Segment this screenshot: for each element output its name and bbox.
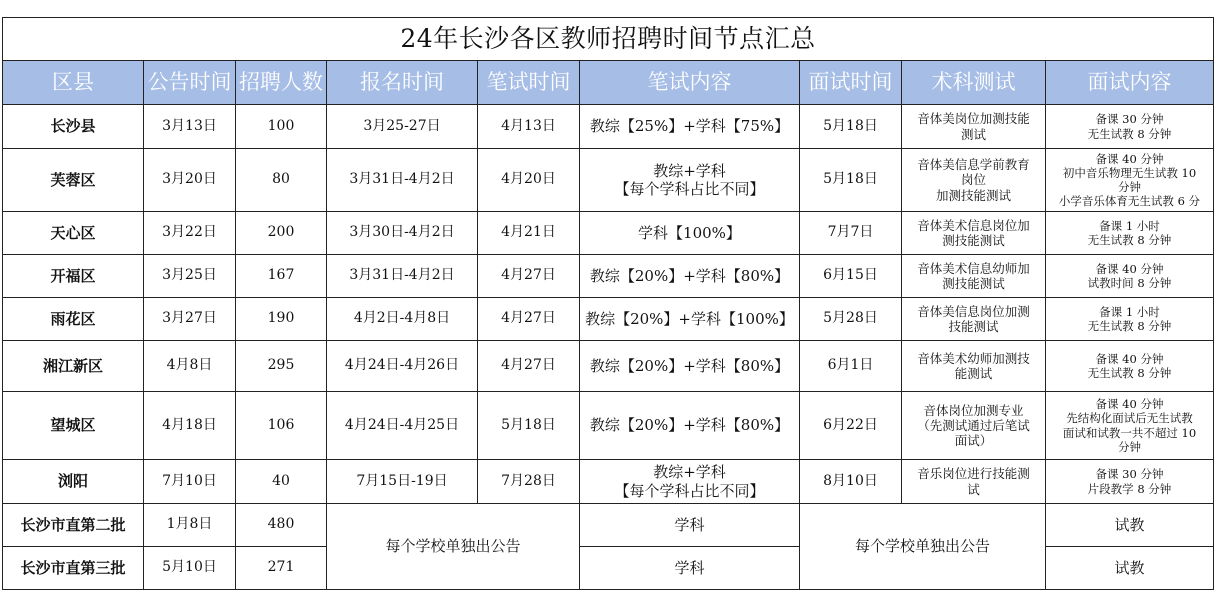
announce-cell: 3月25日 — [144, 255, 236, 298]
interview-time-cell: 5月18日 — [800, 105, 902, 149]
written-content-cell-line: 教综【20%】+学科【80%】 — [589, 266, 790, 285]
written-content-cell-line: 教综【20%】+学科【100%】 — [585, 309, 794, 328]
arts-test-cell-line: 音体岗位加测专业 — [923, 402, 1024, 418]
interview-content-cell-line: 备课 1 小时 — [1099, 218, 1160, 233]
arts-test-cell-line: 音体美术幼师加测技 — [917, 350, 1030, 366]
recruit-cell: 167 — [236, 255, 327, 298]
recruit-cell: 271 — [236, 547, 327, 590]
written-time-cell: 4月20日 — [478, 149, 580, 212]
header-interview-time: 面试时间 — [800, 61, 902, 105]
interview-content-cell — [1046, 105, 1214, 149]
interview-content-cell — [1046, 298, 1214, 341]
table-row — [3, 149, 1214, 212]
arts-test-cell-line: 音体美信息学前教育 — [917, 157, 1030, 173]
header-announce-time: 公告时间 — [144, 61, 236, 105]
announce-cell: 7月10日 — [144, 460, 236, 504]
table-row — [3, 105, 1214, 149]
register-cell: 4月24日-4月26日 — [327, 341, 478, 392]
written-content-cell — [580, 392, 800, 460]
arts-test-cell-line: 音体美术信息幼师加 — [917, 260, 1030, 276]
interview-content-cell — [1046, 392, 1214, 460]
recruit-cell: 100 — [236, 105, 327, 149]
interview-content-cell-line: 无生试教 8 分钟 — [1087, 126, 1172, 141]
arts-test-cell — [902, 392, 1046, 460]
written-content-cell — [580, 460, 800, 504]
arts-test-cell — [902, 298, 1046, 341]
interview-content-cell-line: 备课 30 分钟 — [1095, 112, 1164, 127]
interview-content-cell-line: 先结构化面试后无生试教 — [1066, 411, 1193, 426]
interview-time-cell: 7月7日 — [800, 212, 902, 255]
header-arts-test: 术科测试 — [902, 61, 1046, 105]
announce-cell: 3月13日 — [144, 105, 236, 149]
district-cell: 开福区 — [3, 255, 144, 298]
interview-content-cell-line: 备课 1 小时 — [1099, 304, 1160, 319]
interview-content-cell-line: 初中音乐物理无生试教 10 — [1062, 165, 1197, 180]
table-row — [3, 255, 1214, 298]
interview-time-cell: 5月28日 — [800, 298, 902, 341]
register-cell: 7月15日-19日 — [327, 460, 478, 504]
written-content-cell-line: 教综+学科 — [653, 463, 726, 482]
arts-test-cell-line: （先测试通过后笔试 — [917, 417, 1030, 433]
announce-cell: 3月22日 — [144, 212, 236, 255]
table-row — [3, 504, 1214, 547]
arts-test-cell — [902, 105, 1046, 149]
interview-time-cell: 6月22日 — [800, 392, 902, 460]
arts-test-cell-line: 试 — [967, 481, 980, 497]
interview-time-cell: 6月15日 — [800, 255, 902, 298]
arts-test-cell-line: 技能测试 — [948, 319, 999, 334]
district-cell: 浏阳 — [3, 460, 144, 504]
arts-test-cell-line: 测技能测试 — [942, 233, 1005, 248]
table-row — [3, 298, 1214, 341]
register-cell: 4月24日-4月25日 — [327, 392, 478, 460]
interview-time-cell: 8月10日 — [800, 460, 902, 504]
interview-content-cell-line: 无生试教 8 分钟 — [1087, 366, 1172, 380]
written-content-cell — [580, 105, 800, 149]
announce-cell: 1月8日 — [144, 504, 236, 547]
district-cell: 望城区 — [3, 392, 144, 460]
district-cell: 雨花区 — [3, 298, 144, 341]
arts-test-cell-line: 加测技能测试 — [935, 187, 1011, 203]
arts-test-cell — [902, 255, 1046, 298]
interview-time-cell: 5月18日 — [800, 149, 902, 212]
written-content-cell: 学科 — [580, 504, 800, 547]
interview-time-cell: 6月1日 — [800, 341, 902, 392]
arts-test-cell-line: 音乐岗位进行技能测 — [917, 466, 1030, 482]
merged-note-left: 每个学校单独出公告 — [327, 504, 580, 590]
recruit-cell: 200 — [236, 212, 327, 255]
arts-test-cell-line: 面试） — [954, 433, 993, 449]
district-cell: 天心区 — [3, 212, 144, 255]
header-written-time: 笔试时间 — [478, 61, 580, 105]
district-cell: 长沙县 — [3, 105, 144, 149]
district-cell: 长沙市直第二批 — [3, 504, 144, 547]
register-cell: 3月30日-4月2日 — [327, 212, 478, 255]
announce-cell: 4月18日 — [144, 392, 236, 460]
written-time-cell: 7月28日 — [478, 460, 580, 504]
written-content-cell-line: 教综【20%】+学科【80%】 — [589, 356, 790, 375]
header-interview-content: 面试内容 — [1046, 61, 1214, 105]
register-cell: 3月25-27日 — [327, 105, 478, 149]
recruit-cell: 480 — [236, 504, 327, 547]
interview-content-cell — [1046, 212, 1214, 255]
recruit-cell: 295 — [236, 341, 327, 392]
written-content-cell-line: 教综【20%】+学科【80%】 — [589, 416, 790, 435]
arts-test-cell-line: 音体美岗位加测技能 — [917, 111, 1030, 127]
announce-cell: 3月20日 — [144, 149, 236, 212]
arts-test-cell — [902, 341, 1046, 392]
written-time-cell: 4月27日 — [478, 298, 580, 341]
arts-test-cell — [902, 212, 1046, 255]
written-content-cell-line: 教综+学科 — [653, 161, 726, 180]
interview-content-cell-line: 备课 40 分钟 — [1095, 351, 1164, 366]
interview-content-cell-line: 无生试教 8 分钟 — [1087, 319, 1172, 333]
interview-content-cell-line: 小学音乐体育无生试教 6 分 — [1058, 194, 1201, 209]
table-row — [3, 341, 1214, 392]
written-content-cell — [580, 212, 800, 255]
table-row — [3, 392, 1214, 460]
announce-cell: 3月27日 — [144, 298, 236, 341]
written-time-cell: 4月27日 — [478, 341, 580, 392]
arts-test-cell — [902, 460, 1046, 504]
interview-content-cell: 试教 — [1046, 547, 1214, 590]
written-content-cell: 学科 — [580, 547, 800, 590]
written-content-cell — [580, 341, 800, 392]
interview-content-cell-line: 无生试教 8 分钟 — [1087, 233, 1172, 247]
header-recruit-count: 招聘人数 — [236, 61, 327, 105]
district-cell: 湘江新区 — [3, 341, 144, 392]
merged-note-right: 每个学校单独出公告 — [800, 504, 1046, 590]
interview-content-cell-line: 分钟 — [1118, 439, 1141, 454]
district-cell: 长沙市直第三批 — [3, 547, 144, 590]
table-row — [3, 212, 1214, 255]
interview-content-cell-line: 试教时间 8 分钟 — [1087, 276, 1172, 290]
interview-content-cell-line: 备课 40 分钟 — [1095, 397, 1164, 412]
interview-content-cell-line: 面试和试教一共不超过 10 — [1062, 425, 1197, 440]
recruit-cell: 190 — [236, 298, 327, 341]
written-content-cell-line: 【每个学科占比不同】 — [614, 481, 765, 500]
interview-content-cell-line: 备课 40 分钟 — [1095, 261, 1164, 276]
interview-content-cell-line: 备课 30 分钟 — [1095, 467, 1164, 482]
written-content-cell-line: 【每个学科占比不同】 — [614, 180, 765, 198]
arts-test-cell-line: 岗位 — [960, 172, 986, 188]
arts-test-cell-line: 测技能测试 — [942, 276, 1005, 291]
interview-content-cell-line: 分钟 — [1118, 180, 1141, 194]
interview-content-cell — [1046, 149, 1214, 212]
announce-cell: 4月8日 — [144, 341, 236, 392]
written-content-cell-line: 教综【25%】+学科【75%】 — [589, 117, 790, 136]
interview-content-cell — [1046, 460, 1214, 504]
written-time-cell: 4月13日 — [478, 105, 580, 149]
interview-content-cell-line: 片段教学 8 分钟 — [1087, 481, 1172, 496]
written-time-cell: 5月18日 — [478, 392, 580, 460]
written-content-cell — [580, 255, 800, 298]
interview-content-cell — [1046, 255, 1214, 298]
header-written-content: 笔试内容 — [580, 61, 800, 105]
arts-test-cell-line: 能测试 — [954, 366, 993, 381]
written-content-cell-line: 学科【100%】 — [638, 223, 741, 242]
written-content-cell — [580, 298, 800, 341]
register-cell: 4月2日-4月8日 — [327, 298, 478, 341]
written-time-cell: 4月21日 — [478, 212, 580, 255]
recruitment-table — [2, 17, 1214, 590]
arts-test-cell-line: 音体美术信息岗位加 — [917, 217, 1030, 233]
district-cell: 芙蓉区 — [3, 149, 144, 212]
recruit-cell: 80 — [236, 149, 327, 212]
recruit-cell: 40 — [236, 460, 327, 504]
table-row — [3, 460, 1214, 504]
header-district: 区县 — [3, 61, 144, 105]
header-register-time: 报名时间 — [327, 61, 478, 105]
recruit-cell: 106 — [236, 392, 327, 460]
interview-content-cell-line: 备课 40 分钟 — [1095, 151, 1164, 166]
arts-test-cell-line: 音体美信息岗位加测 — [917, 303, 1030, 319]
register-cell: 3月31日-4月2日 — [327, 149, 478, 212]
column-header-row — [3, 61, 1214, 105]
written-content-cell — [580, 149, 800, 212]
written-time-cell: 4月27日 — [478, 255, 580, 298]
interview-content-cell: 试教 — [1046, 504, 1214, 547]
register-cell: 3月31日-4月2日 — [327, 255, 478, 298]
announce-cell: 5月10日 — [144, 547, 236, 590]
interview-content-cell — [1046, 341, 1214, 392]
page-title: 24年长沙各区教师招聘时间节点汇总 — [3, 18, 1214, 61]
arts-test-cell-line: 测试 — [960, 126, 986, 142]
arts-test-cell — [902, 149, 1046, 212]
